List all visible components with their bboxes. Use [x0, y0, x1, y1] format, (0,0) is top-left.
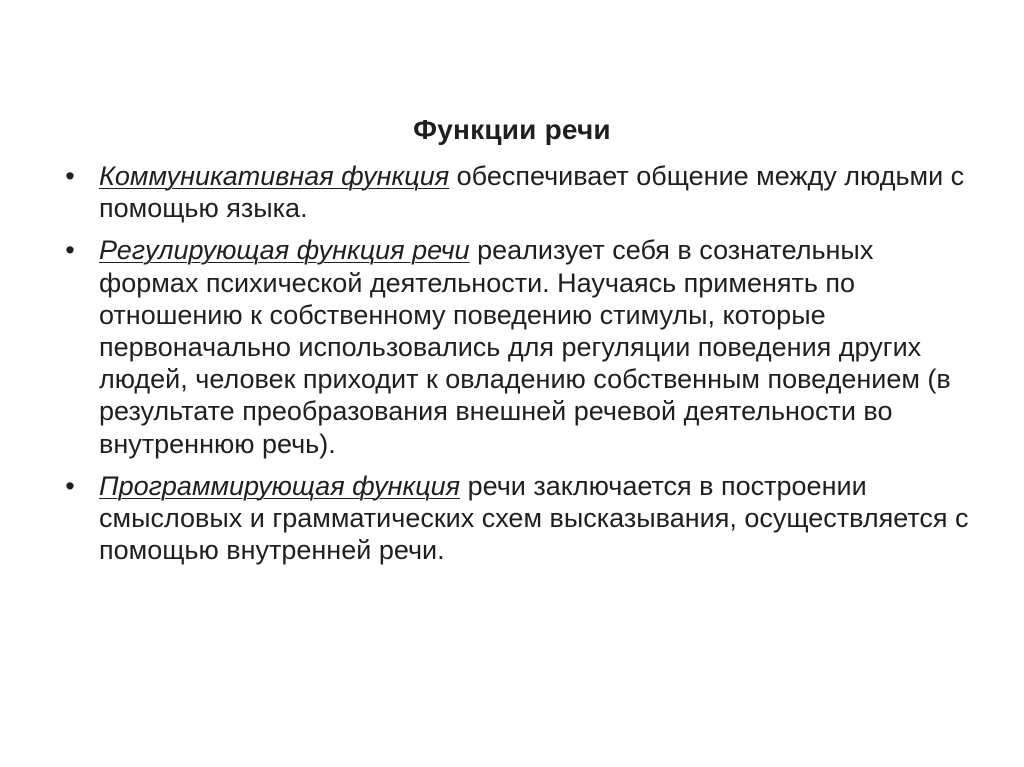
bullet-list — [60, 160, 980, 576]
bullet-item-regulating — [60, 234, 980, 459]
bullet-item-programming — [60, 470, 980, 567]
term-communicative: Коммуникативная функция — [99, 161, 450, 191]
bullet-text-communicative: обеспечивает общение между людьми с помощью языка. — [99, 161, 965, 224]
bullet-text-programming: речи заключается в построении смысловых и грамматических схем высказывания, осуществляется с помощью внутренней речи. — [99, 470, 969, 566]
slide-title: Функции речи — [413, 114, 611, 145]
bullet-text-regulating: реализует себя в сознательных формах психической деятельности. Научаясь применять по отношению к собственному поведению стимулы, которые первоначально использовались для регуляции поведения других людей, человек приходит к овладению собственным поведением (в результате преобразования внешней речевой деятельности во внутреннюю речь). — [99, 235, 951, 459]
term-programming: Программирующая функция — [99, 470, 461, 501]
term-regulating: Регулирующая функция речи — [99, 235, 470, 266]
bullet-dot-icon: • — [65, 235, 75, 266]
bullet-item-communicative — [60, 160, 980, 224]
bullet-dot-icon: • — [65, 470, 75, 501]
bullet-dot-icon: • — [65, 161, 75, 191]
